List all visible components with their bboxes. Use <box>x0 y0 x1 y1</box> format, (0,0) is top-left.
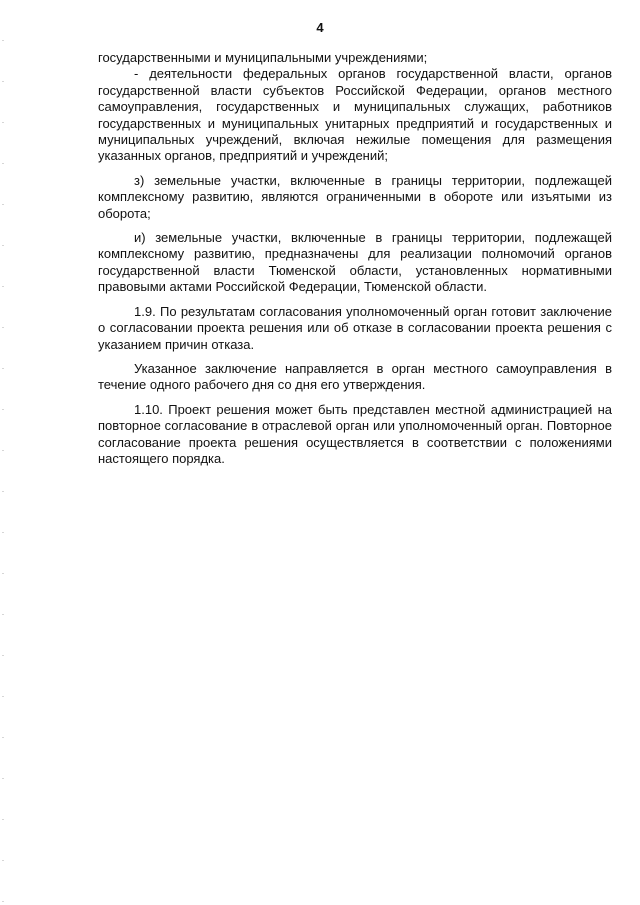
document-body <box>98 50 612 467</box>
paragraph-section-1-10: 1.10. Проект решения может быть представлен местной администрацией на повторное согласование в отраслевой орган или уполномоченный орган. Повторное согласование проекта решения осуществляется в соответствии с положениями настоящего порядка. <box>98 401 612 466</box>
paragraph-section-1-9: 1.9. По результатам согласования уполномоченный орган готовит заключение о согласовании проекта решения или об отказе в согласовании проекта решения с указанием причин отказа. <box>98 303 612 352</box>
paragraph-conclusion-sent: Указанное заключение направляется в орган местного самоуправления в течение одного рабочего дня со дня его утверждения. <box>98 360 612 393</box>
paragraph-bullet-activities: - деятельности федеральных органов государственной власти, органов государственной власти субъектов Российской Федерации, органов местного самоуправления, государственных и муниципальных служащих, работников государственных и муниципальных унитарных предприятий и государственных и муниципальных учреждений, включая нежилые помещения для размещения указанных органов, предприятий и учреждений; <box>98 66 612 164</box>
page-number: 4 <box>316 20 324 35</box>
paragraph-continuation: государственными и муниципальными учреждениями; <box>98 50 428 65</box>
paragraph-item-i: и) земельные участки, включенные в границы территории, подлежащей комплексному развитию, предназначены для реализации полномочий органов государственной власти Тюменской области, установленных нормативными правовыми актами Российской Федерации, Тюменской области. <box>98 230 612 295</box>
paragraph-item-z: з) земельные участки, включенные в границы территории, подлежащей комплексному развитию, являются ограниченными в обороте или изъятыми из оборота; <box>98 172 612 221</box>
scan-edge-marks <box>2 0 4 905</box>
